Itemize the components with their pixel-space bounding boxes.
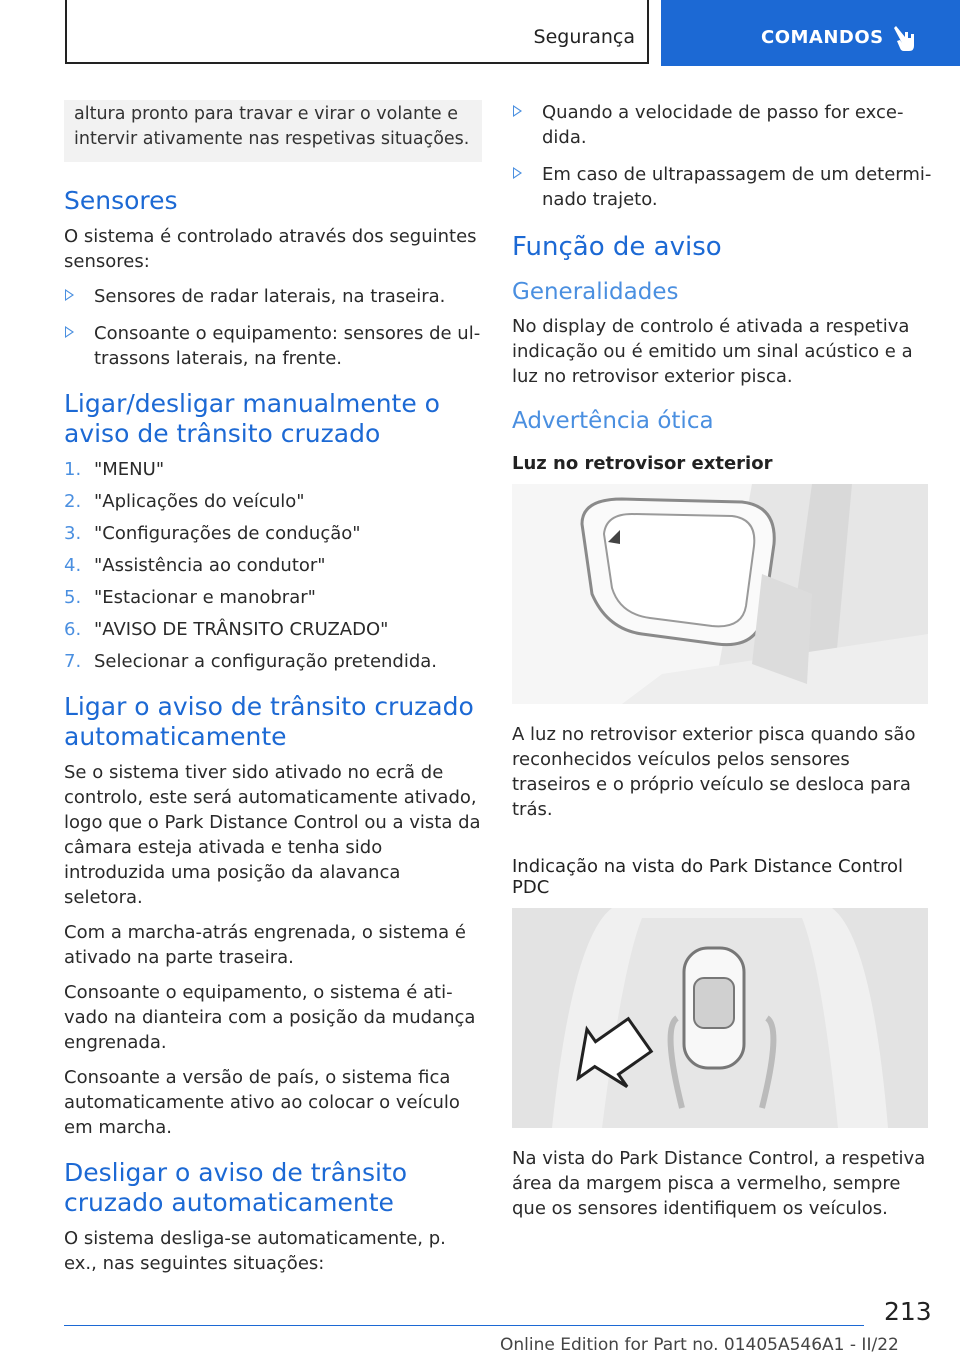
left-column [64, 100, 482, 1286]
list-item [512, 100, 932, 150]
step-item [64, 553, 482, 578]
page-number: 213 [884, 1297, 932, 1326]
page-header [0, 0, 960, 66]
luz-text: A luz no retrovisor exterior pisca quando são reconhecidos veículos pelos sensores traseiros e o próprio veículo se desloca para trás. [512, 724, 916, 820]
list-item [64, 321, 482, 371]
bullet-triangle-icon [513, 105, 522, 117]
step-text: "Assistência ao condutor" [94, 555, 326, 576]
manual-steps [64, 457, 482, 674]
continued-note [64, 100, 482, 162]
right-column [512, 100, 932, 1231]
heading-luz: Luz no retrovisor exterior [512, 453, 773, 474]
step-item [64, 521, 482, 546]
footer-edition: Online Edition for Part no. 01405A546A1 - II/22 [500, 1335, 899, 1355]
heading-manual: Ligar/desligar manualmente o aviso de trânsito cruzado [64, 389, 440, 448]
step-text: "Estacionar e manobrar" [94, 587, 316, 608]
sensores-text: O sistema é controlado através dos seguintes sensores: [64, 226, 477, 272]
heading-auto-on: Ligar o aviso de trânsito cruzado automaticamente [64, 692, 474, 751]
step-text: "Configurações de condução" [94, 523, 361, 544]
heading-sensores: Sensores [64, 186, 178, 215]
situations-list [512, 100, 932, 212]
heading-funcao: Função de aviso [512, 232, 722, 262]
list-item [64, 284, 482, 309]
list-item-text: Consoante o equipamento: sensores de ultrassons laterais, na frente. [94, 323, 481, 369]
step-item [64, 585, 482, 610]
auto-on-paragraph: Consoante a versão de país, o sistema fica automaticamente ativo ao colocar o veículo em marcha. [64, 1067, 460, 1138]
auto-on-paragraph: Consoante o equipamento, o sistema é ativado na dianteira com a posição da mudança engrenada. [64, 982, 476, 1053]
step-number: 6. [64, 619, 82, 640]
pdc-figure [512, 908, 928, 1128]
heading-generalidades: Generalidades [512, 279, 679, 305]
step-text: "AVISO DE TRÂNSITO CRUZADO" [94, 619, 389, 640]
auto-on-paragraph: Com a marcha-atrás engrenada, o sistema é ativado na parte traseira. [64, 922, 466, 968]
bullet-triangle-icon [65, 289, 74, 301]
list-item-text: Em caso de ultrapassagem de um determinado trajeto. [542, 164, 932, 210]
step-item [64, 617, 482, 642]
step-text: Selecionar a configuração pretendida. [94, 651, 438, 672]
note-text: altura pronto para travar e virar o volante e intervir ativamente nas respetivas situações. [74, 104, 470, 149]
list-item [512, 162, 932, 212]
bullet-triangle-icon [513, 167, 522, 179]
step-item [64, 457, 482, 482]
section-title: Segurança [533, 26, 635, 48]
step-number: 1. [64, 459, 82, 480]
step-item [64, 649, 482, 674]
heading-pdc: Indicação na vista do Park Distance Control PDC [512, 856, 904, 898]
pdc-text: Na vista do Park Distance Control, a respetiva área da margem pisca a vermelho, sempre que os sensores identifiquem os veículos. [512, 1148, 926, 1219]
step-text: "Aplicações do veículo" [94, 491, 305, 512]
chapter-tab[interactable] [661, 0, 960, 66]
pointing-hand-icon [893, 24, 915, 56]
step-number: 5. [64, 587, 82, 608]
section-header-box [65, 0, 649, 64]
list-item-text: Quando a velocidade de passo for excedida. [542, 102, 904, 148]
step-number: 4. [64, 555, 82, 576]
sensores-list [64, 284, 482, 371]
auto-on-paragraph: Se o sistema tiver sido ativado no ecrã de controlo, este será automaticamente ativado, logo que o Park Distance Control ou a vista da câmara esteja ativada e tenha sido introduzida uma posição da alavanca seletora. [64, 762, 481, 908]
auto-off-text: O sistema desliga-se automaticamente, p. ex., nas seguintes situações: [64, 1228, 446, 1274]
step-item [64, 489, 482, 514]
step-text: "MENU" [94, 459, 165, 480]
mirror-figure [512, 484, 928, 704]
list-item-text: Sensores de radar laterais, na traseira. [94, 286, 446, 307]
heading-advertencia: Advertência ótica [512, 408, 714, 434]
chapter-tab-label: COMANDOS [761, 27, 884, 48]
step-number: 2. [64, 491, 82, 512]
step-number: 7. [64, 651, 82, 672]
heading-auto-off: Desligar o aviso de trânsito cruzado automaticamente [64, 1158, 408, 1217]
generalidades-text: No display de controlo é ativada a respetiva indicação ou é emitido um sinal acústico e a luz no retrovisor exterior pisca. [512, 316, 913, 387]
footer-divider [64, 1325, 864, 1326]
bullet-triangle-icon [65, 326, 74, 338]
step-number: 3. [64, 523, 82, 544]
